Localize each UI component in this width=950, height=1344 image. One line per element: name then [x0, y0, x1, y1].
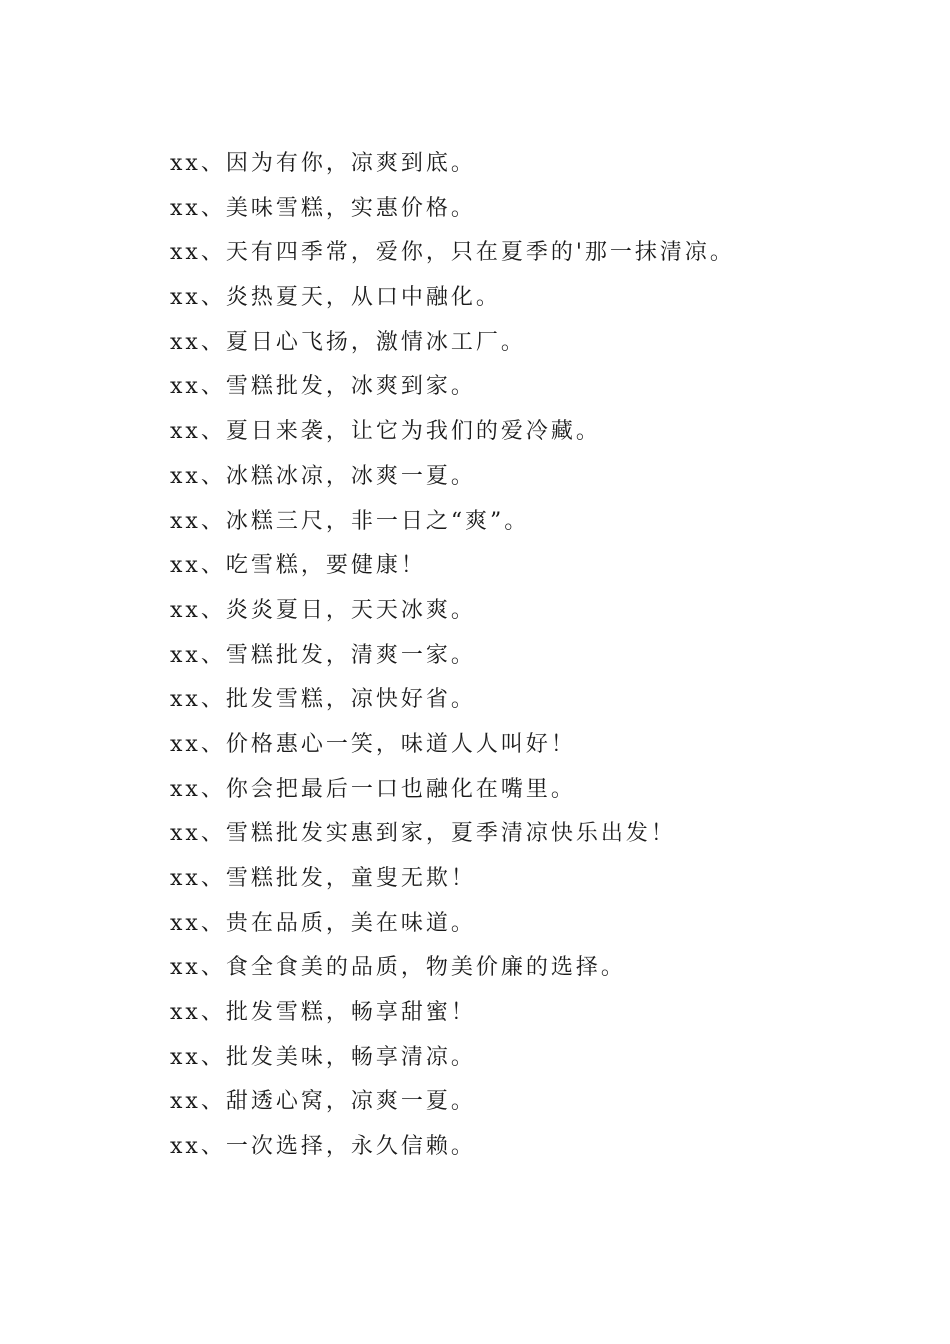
slogan-line: xx、炎炎夏日，天天冰爽。: [170, 597, 476, 623]
slogan-line: xx、你会把最后一口也融化在嘴里。: [170, 776, 576, 802]
slogan-line: xx、一次选择，永久信赖。: [170, 1134, 476, 1160]
slogan-line: xx、冰糕三尺，非一日之“爽”。: [170, 508, 530, 534]
slogan-line: xx、批发雪糕，凉快好省。: [170, 687, 476, 713]
slogan-line: xx、夏日心飞扬，激情冰工厂。: [170, 329, 526, 355]
slogan-line: xx、吃雪糕，要健康！: [170, 553, 426, 579]
slogan-line: xx、雪糕批发，童叟无欺！: [170, 866, 476, 891]
slogan-line: xx、雪糕批发，冰爽到家。: [170, 374, 476, 400]
slogan-line: xx、价格惠心一笑，味道人人叫好！: [170, 731, 576, 757]
slogan-line: xx、批发雪糕，畅享甜蜜！: [170, 1000, 476, 1026]
slogan-line: xx、食全食美的品质，物美价廉的选择。: [170, 955, 626, 981]
slogan-line: xx、天有四季常，爱你，只在夏季的'那一抹清凉。: [170, 240, 735, 266]
slogan-line: xx、甜透心窝，凉爽一夏。: [170, 1089, 476, 1115]
slogan-line: xx、批发美味，畅享清凉。: [170, 1044, 476, 1070]
slogan-line: xx、贵在品质，美在味道。: [170, 910, 476, 936]
slogan-line: xx、夏日来袭，让它为我们的爱冷藏。: [170, 419, 601, 445]
slogan-line: xx、冰糕冰凉，冰爽一夏。: [170, 463, 476, 489]
slogan-list: [170, 142, 890, 1170]
slogan-line: xx、雪糕批发，清爽一家。: [170, 642, 476, 668]
slogan-line: xx、雪糕批发实惠到家，夏季清凉快乐出发！: [170, 821, 676, 847]
slogan-line: xx、炎热夏天，从口中融化。: [170, 285, 501, 311]
slogan-line: xx、因为有你，凉爽到底。: [170, 151, 476, 176]
slogan-line: xx、美味雪糕，实惠价格。: [170, 195, 476, 221]
